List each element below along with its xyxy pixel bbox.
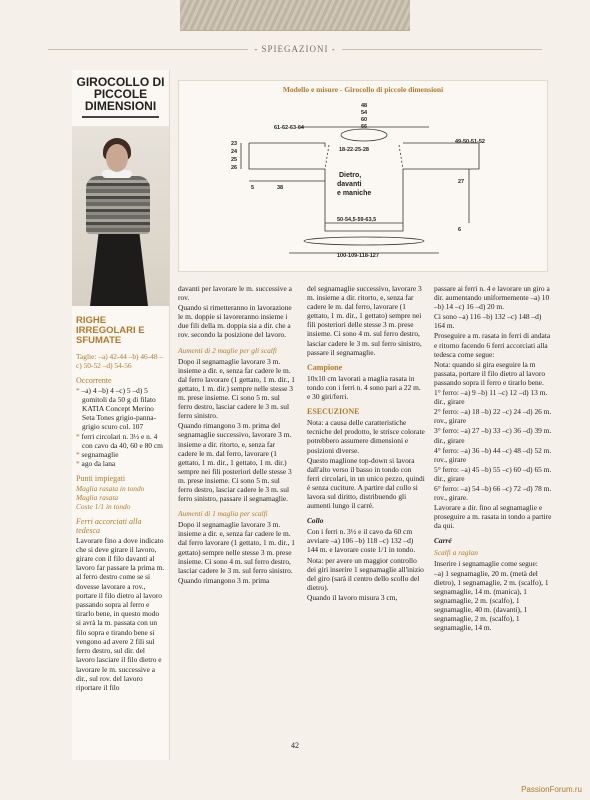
paragraph: Con i ferri n. 3½ e il cavo da 60 cm avviare –a) 106 –b) 118 –c) 132 –d) 144 m. e lavorare coste 1/1 in tondo. (307, 527, 416, 555)
paragraph: Inserire i segnamaglie come segue: (434, 558, 538, 568)
paragraph: passare ai ferri n. 4 e lavorare un giro a dir. aumentando uniformemente –a) 10 –b) 14 –c) 16 –d) 20 m. (434, 284, 550, 312)
section-heading: Campione (307, 362, 343, 372)
paragraph: Quando il lavoro misura 3 cm, (307, 592, 398, 602)
row-instruction: 5° ferro: –a) 45 –b) 55 –c) 60 –d) 65 m. dir., girare (434, 464, 552, 483)
stitch-item: Maglia rasata in tondo (76, 483, 145, 493)
materials-list (76, 386, 165, 469)
rib-measure: 6 (458, 227, 462, 233)
list-item: * –a) 4 –b) 4 –c) 5 –d) 5 gomitoli da 50 g di filato KATIA Concept Merino Seta Tones grigio-panna-grigio scuro col. 107 (76, 386, 165, 432)
row-instruction: 3° ferro: –a) 27 –b) 33 –c) 36 –d) 39 m. dir., girare (434, 426, 552, 445)
bottom-measure: 100-109-118-127 (337, 253, 379, 259)
sizes: Taglie: –a) 42-44 –b) 46-48 –c) 50-52 –d) 54-56 (76, 352, 164, 371)
paragraph: Dopo il segnamaglie lavorare 3 m. insieme a dir. e, senza far cadere le m. dal ferro lavorare (1 gettato, 1 m. dir., 1 gettato, 1 m. dir.) sempre nelle stesse 3 m. prese insieme. Ci sono 5 m. sul ferro destro, lasciar cadere le 3 m. sul ferro sinistro. (178, 356, 295, 421)
photo-sweater (86, 176, 150, 234)
left-sidebar (72, 70, 170, 760)
stitch-item: Coste 1/1 in tondo (76, 502, 131, 512)
top-knit-image (180, 0, 410, 31)
paragraph: Ci sono –a) 116 –b) 132 –c) 148 –d) 164 m. (434, 312, 542, 331)
section-header: - SPIEGAZIONI - (0, 44, 590, 54)
schematic-diagram (178, 80, 548, 272)
paragraph: Questo maglione top-down si lavora dall'alto verso il basso in tondo con ferri circolari, in un unico pezzo, quindi è senza cuciture. A partire dal collo si lavora sul diritto, distribuendo gli aumenti lungo il carré. (307, 455, 425, 511)
sleeve-measure-d: 26 (231, 165, 238, 171)
short-rows-heading: Ferri accorciati alla tedesca (76, 517, 142, 536)
rib-band (325, 223, 403, 231)
left-measure: 61-62-63-64 (274, 125, 304, 131)
paragraph: Quando rimangono 3 m. prima (178, 575, 270, 585)
section-subheading: Scalfi a raglan (434, 547, 478, 557)
stitch-item: Maglia rasata (76, 492, 119, 502)
materials-heading: Occorrente (76, 376, 112, 386)
right-measure: 49-50-51-52 (455, 139, 485, 145)
row-instruction: 1° ferro: –a) 9 –b) 11 –c) 12 –d) 13 m. dir., girare (434, 388, 548, 407)
top-measure-b: 54 (361, 110, 368, 116)
subtitle: RIGHE IRREGOLARI E SFUMATE (76, 315, 145, 346)
body-label: Dietro, davanti e maniche (337, 172, 372, 197)
watermark: PassionForum.ru (521, 785, 582, 794)
row-instruction: 4° ferro: –a) 36 –b) 44 –c) 48 –d) 52 m. rov., girare (434, 445, 552, 464)
paragraph: Proseguire a m. rasata in ferri di andata e ritorno facendo 6 ferri accorciati alla tedesca come segue: (434, 331, 551, 359)
paragraph: Quando si rimetteranno in lavorazione le m. doppie si lavoreranno insieme i due fili della m. doppia sia a dir. che a rov. secondo la posizione del lavoro. (178, 303, 292, 340)
paragraph: Nota: per avere un maggior controllo dei giri inserire 1 segnamaglie all'inizio del giro (sarà il centro dello scollo del dietro). (307, 555, 424, 592)
title-rule (82, 116, 159, 118)
paragraph: –a) 1 segnamaglie, 20 m. (metà del dietro), 1 segnamaglie, 2 m. (scalfo), 1 segnamaglie, 14 m. (manica), 1 segnamaglie, 2 m. (scalfo), 1 segnamaglie, 40 m. (davanti), 1 segnamaglie, 2 m. (scalfo), 1 segnamaglie, 14 m. (434, 568, 549, 633)
section-heading: Aumenti di 1 maglia per scalfi (178, 509, 268, 519)
paragraph: Dopo il segnamaglie lavorare 3 m. insieme a dir. e, senza far cadere le m. dal ferro lavorare (1 gettato, 1 m. dir., 1 gettato) sempre nelle stesse 3 m. prese insieme. Ci sono 4 m. sul ferro destro, lasciar cadere le 3 m. sul ferro sinistro. (178, 520, 295, 575)
mid-measure: 38 (277, 185, 284, 191)
row-instruction: 2° ferro: –a) 18 –b) 22 –c) 24 –d) 26 m. rov., girare (434, 407, 552, 426)
list-item: * segnamaglie (76, 450, 165, 459)
sleeve-measure-b: 24 (231, 149, 238, 155)
hem-measure: 50-54,5-59-63,5 (337, 217, 377, 223)
row-instruction: 6° ferro: –a) 54 –b) 66 –c) 72 –d) 78 m. rov., girare. (434, 483, 552, 503)
paragraph: Lavorare a dir. fino al segnamaglie e proseguire a m. rasata in tondo a partire da qui. (434, 503, 552, 531)
paragraph: Nota: a causa delle caratteristiche tecniche del prodotto, le strisce colorate potrebbero assumere dimensioni e posizioni diverse. (307, 418, 425, 455)
section-heading: Collo (307, 516, 324, 526)
top-measure-c: 60 (361, 117, 368, 123)
short-rows-text: Lavorare fino a dove indicato che si deve girare il lavoro, girare con il filo davanti al lavoro far passare la prima m. al ferro destro come se si dovesse lavorare a rov., portare il filo dietro al lavoro passando sopra al ferro e tirarlo bene, in questo modo si avrà la m. passata con un filo sopra e tirando bene si vengono ad avere 2 fili sul ferro destro, sul dir. del lavoro lasciare il filo dietro e lavorare le m. successive a dir., sul rov. del lavoro riportare il filo (76, 535, 165, 692)
paragraph: Nota: quando si gira eseguire la m passata, portare il filo dietro al lavoro passando sopra il ferro e tirarlo bene. (434, 359, 546, 387)
side-measure: 27 (458, 179, 465, 185)
stitches-heading: Punti impiegati (76, 474, 126, 484)
list-item: * ferri circolari n. 3½ e n. 4 con cavo da 40, 60 e 80 cm (76, 432, 165, 450)
paragraph: 10x10 cm lavorati a maglia rasata in tondo con i ferri n. 4 sono pari a 22 m. e 30 giri/ferri. (307, 373, 421, 402)
sleeve-measure-c: 25 (231, 157, 238, 163)
collar-measure: 18-22-25-28 (339, 147, 369, 153)
text-column-3 (434, 284, 552, 633)
photo-face (106, 144, 128, 172)
section-heading: ESECUZIONE (307, 407, 360, 417)
list-item: * ago da lana (76, 459, 165, 468)
sleeve-measure-a: 23 (231, 141, 238, 147)
schematic-svg (179, 81, 547, 271)
text-column-2 (307, 284, 425, 603)
diagram-title: Modello e misure - Girocollo di piccole dimensioni (282, 85, 444, 94)
paragraph: Quando rimangono 3 m. prima del segnamaglie successivo, lavorare 3 m. insieme a dir. ritorto, e, senza far cadere le m. dal ferro, lavorare (1 gettato, 1 m. dir., 1 gettato, 1 m. dir.) sempre nei fili posteriori delle stesse 3 m. prese insieme. Ci sono 5 m. sul ferro destro, lasciar cadere le 3 m. sul ferro sinistro, passare il segnamaglie. (178, 421, 292, 504)
top-measure-a: 48 (361, 103, 368, 109)
top-measure-d: 66 (361, 124, 368, 130)
raglan-right (399, 145, 403, 169)
paragraph: davanti per lavorare le m. successive a rov. (178, 284, 292, 303)
photo-skirt (90, 232, 148, 306)
text-column-1 (178, 284, 296, 586)
cuff-measure: 5 (251, 185, 255, 191)
hem-ellipse (304, 237, 424, 245)
page-title: GIROCOLLO DI PICCOLE DIMENSIONI (76, 75, 165, 113)
model-photo (72, 126, 169, 306)
sleeve-left (249, 143, 325, 169)
paragraph: del segnamaglie successivo, lavorare 3 m. insieme a dir. ritorto, e, senza far cadere le m. dal ferro, lavorare (1 gettato, 1 m. dir., 1 gettato) sempre nei fili posteriori delle stesse 3 m. prese insieme. Ci sono 4 m. sul ferro destro, lasciar cadere le 3 m. sul ferro sinistro, passare il segnamaglie. (307, 284, 422, 357)
neck-ellipse (341, 129, 387, 141)
sleeve-right (403, 143, 479, 169)
section-heading: Aumenti di 2 maglie per gli scalfi (178, 345, 277, 355)
page-number: 42 (291, 741, 299, 750)
section-heading: Carré (434, 536, 452, 546)
raglan-left (325, 145, 329, 169)
